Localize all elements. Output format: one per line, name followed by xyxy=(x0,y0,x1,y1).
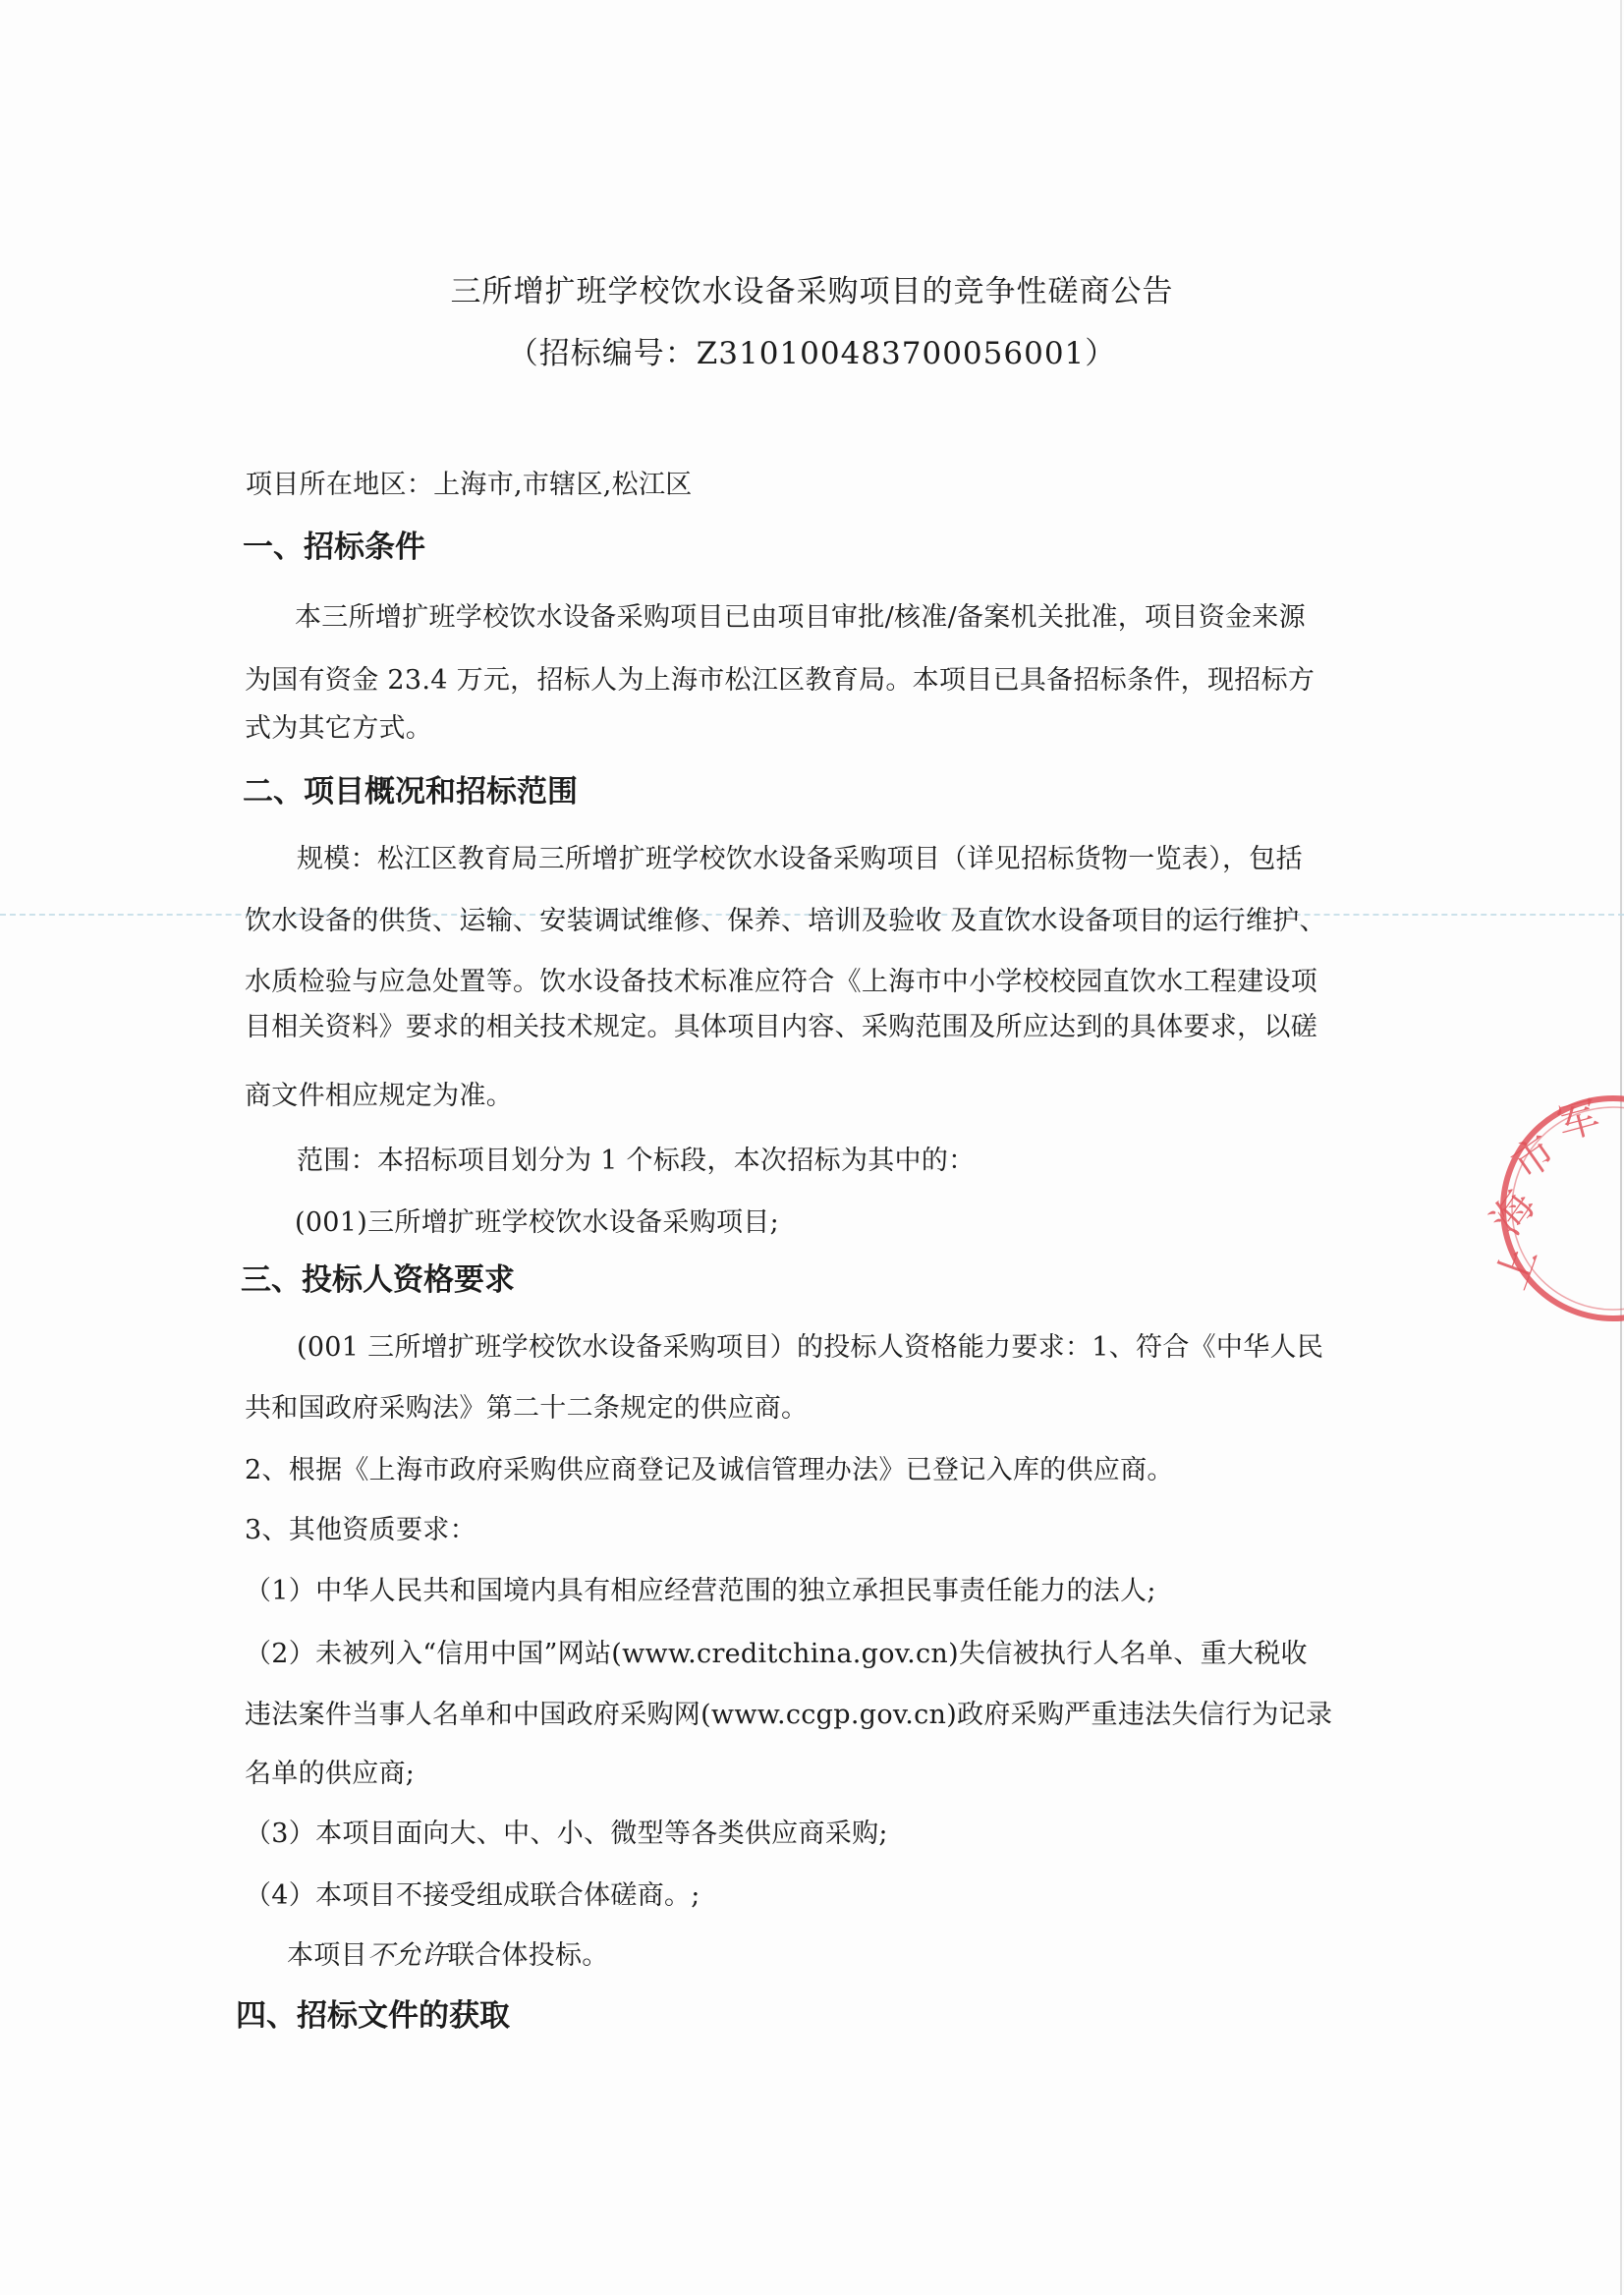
consortium-note-suffix: 联合体投标。 xyxy=(447,1940,609,1971)
section-heading-1: 一、招标条件 xyxy=(243,530,425,565)
paragraph-line: 规模：松江区教育局三所增扩班学校饮水设备采购项目（详见招标货物一览表），包括 xyxy=(297,844,1303,874)
paragraph-line: (001 三所增扩班学校饮水设备采购项目）的投标人资格能力要求：1、符合《中华人民 xyxy=(297,1332,1324,1363)
section-heading-4: 四、招标文件的获取 xyxy=(236,1998,510,2034)
svg-text:市: 市 xyxy=(1502,1125,1565,1190)
svg-text:上: 上 xyxy=(1486,1240,1546,1296)
paragraph-line: （3）本项目面向大、中、小、微型等各类供应商采购; xyxy=(245,1819,888,1849)
paragraph-line: 商文件相应规定为准。 xyxy=(245,1081,513,1111)
paragraph-line: 违法案件当事人名单和中国政府采购网(www.ccgp.gov.cn)政府采购严重违法失信行为记录 xyxy=(245,1700,1333,1730)
paragraph-line: （1）中华人民共和国境内具有相应经营范围的独立承担民事责任能力的法人; xyxy=(245,1576,1156,1606)
project-location: 项目所在地区：上海市,市辖区,松江区 xyxy=(246,470,693,500)
svg-text:海: 海 xyxy=(1482,1182,1545,1244)
consortium-note xyxy=(287,1936,609,1976)
paragraph-line: 2、根据《上海市政府采购供应商登记及诚信管理办法》已登记入库的供应商。 xyxy=(245,1455,1174,1485)
paragraph-line: 水质检验与应急处置等。饮水设备技术标准应符合《上海市中小学校校园直饮水工程建设项 xyxy=(245,967,1317,997)
consortium-note-prefix: 本项目 xyxy=(287,1940,367,1971)
paragraph-line: 饮水设备的供货、运输、安装调试维修、保养、培训及验收 及直饮水设备项目的运行维护、 xyxy=(245,906,1326,936)
paragraph-line: 共和国政府采购法》第二十二条规定的供应商。 xyxy=(245,1393,809,1424)
tender-number: （招标编号：Z310100483700056001） xyxy=(507,336,1117,371)
paragraph-line: 目相关资料》要求的相关技术规定。具体项目内容、采购范围及所应达到的具体要求，以磋 xyxy=(245,1012,1317,1042)
section-heading-3: 三、投标人资格要求 xyxy=(241,1262,515,1298)
paragraph-line: (001)三所增扩班学校饮水设备采购项目; xyxy=(295,1207,779,1238)
paragraph-line: 3、其他资质要求： xyxy=(245,1515,476,1545)
paragraph-line: 为国有资金 23.4 万元，招标人为上海市松江区教育局。本项目已具备招标条件，现招标方 xyxy=(245,665,1316,696)
paragraph-line: 式为其它方式。 xyxy=(245,713,433,744)
paragraph-line: （2）未被列入“信用中国”网站(www.creditchina.gov.cn)失信被执行人名单、重大税收 xyxy=(245,1639,1308,1669)
paragraph-line: 范围：本招标项目划分为 1 个标段，本次招标为其中的： xyxy=(297,1146,976,1176)
paragraph-line: 名单的供应商; xyxy=(245,1759,416,1789)
svg-text:军: 军 xyxy=(1551,1092,1605,1149)
paragraph-line: （4）本项目不接受组成联合体磋商。; xyxy=(245,1880,700,1911)
document-title: 三所增扩班学校饮水设备采购项目的竞争性磋商公告 xyxy=(450,274,1174,309)
paragraph-line: 本三所增扩班学校饮水设备采购项目已由项目审批/核准/备案机关批准，项目资金来源 xyxy=(295,602,1306,633)
official-seal-stamp xyxy=(1482,1081,1624,1336)
section-heading-2: 二、项目概况和招标范围 xyxy=(243,774,578,810)
consortium-note-emphasis: 不允许 xyxy=(366,1940,448,1971)
